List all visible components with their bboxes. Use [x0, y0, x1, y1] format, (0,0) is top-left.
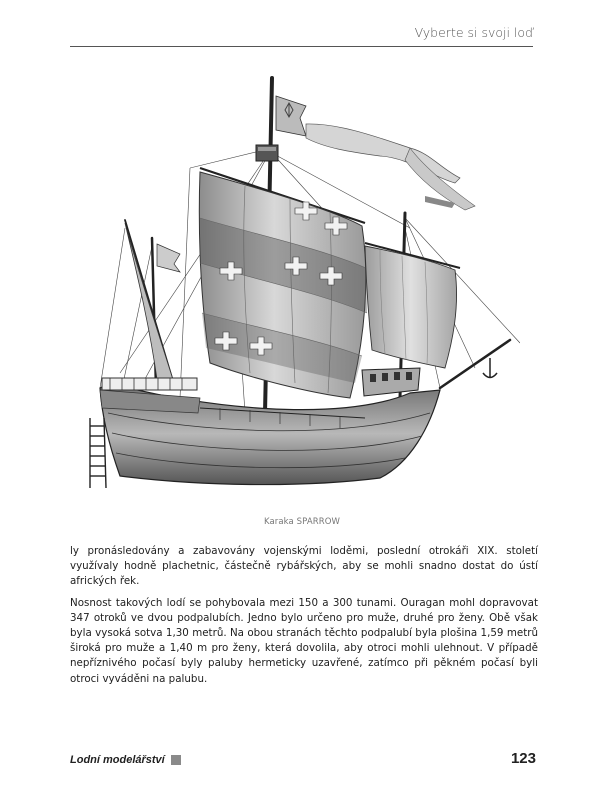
- paragraph: ly pronásledovány a zabavovány vojenskými loděmi, poslední otrokáři XIX. století využívaly hodně plachetnic, částečně rybářských, aby se mohli snadno dostat do ústí afrických řek.: [70, 545, 538, 588]
- running-header: [70, 22, 533, 47]
- footer-book-title: [70, 754, 181, 766]
- square-marker-icon: [171, 755, 181, 765]
- running-title: Vyberte si svoji loď: [414, 25, 533, 40]
- figure-caption: Karaka SPARROW: [263, 517, 341, 527]
- ship-illustration: [80, 68, 520, 508]
- book-title: Lodní modelářství: [70, 754, 165, 766]
- body-text: [70, 544, 538, 693]
- paragraph: Nosnost takových lodí se pohybovala mezi 150 a 300 tunami. Ouragan mohl dopravovat 347 otroků ve dvou podpalubích. Jedno bylo určeno pro muže, druhé pro ženy. Obě však byla vysoká sotva 1,30 metrů. Na obou stranách těchto podpalubí byla plošina 1,59 metrů široká pro muže a 1,40 m pro ženy, která dovolila, aby otroci mohli ulehnout. V případě nepříznivého počasí byly paluby hermeticky uzavřené, zatímco při pěkném počasí byli otroci vyváděni na palubu.: [70, 596, 538, 685]
- page-number: 123: [510, 750, 536, 767]
- caravel-drawing: [80, 68, 520, 508]
